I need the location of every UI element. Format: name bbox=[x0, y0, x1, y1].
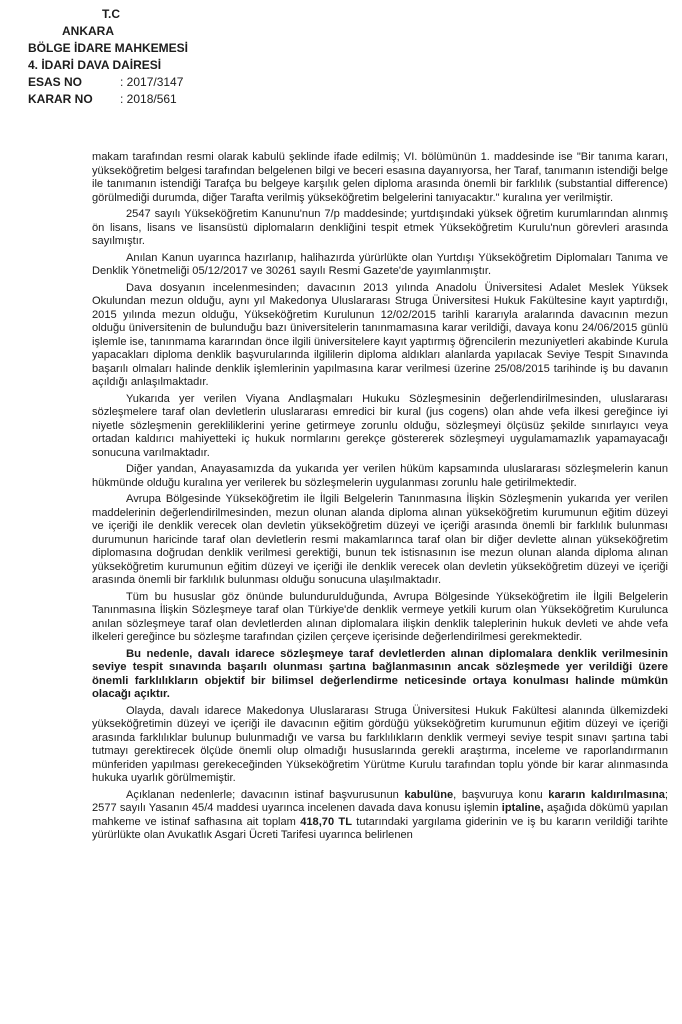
paragraph-8: Tüm bu hususlar göz önünde bulundurulduğunda, Avrupa Bölgesinde Yükseköğretim ile İlgili Belgelerin Tanınmasına İlişkin Sözleşmeye taraf olan Türkiye'de denklik vermeye yetkili kurum olan Yükseköğretim Kurulunca anılan sözleşmeye taraf olan devletlerden alınan diplomalara ilişkin denklik taleplerinin hukuk devleti ve ahde vefa ilkeleri gereğince bu sözleşme tarafından çizilen çerçeve içerisinde değerlendirilmesi gerekmektedir. bbox=[92, 590, 668, 643]
paragraph-9-conclusion: Bu nedenle, davalı idarece sözleşmeye taraf devletlerden alınan diplomalara denklik verilmesinin seviye tespit sınavında başarılı olunması şartına bağlanmasının ancak sözleşmede yer verildiği üzere önemli farklılıkların objektif bir bilimsel değerlendirme neticesinde ortaya konulması halinde mümkün olacağı açıktır. bbox=[92, 647, 668, 700]
judgment-text-e: ; 2577 sayılı Yasanın 45/4 maddesi uyarınca incelenen davada dava konusu işlemin bbox=[92, 788, 668, 814]
header-karar-row bbox=[28, 91, 188, 108]
header-city: ANKARA bbox=[62, 24, 114, 38]
karar-label: KARAR NO bbox=[28, 92, 93, 106]
karar-value: : 2018/561 bbox=[120, 92, 177, 106]
judgment-cancellation: iptaline, bbox=[501, 802, 544, 814]
header-court: BÖLGE İDARE MAHKEMESİ bbox=[28, 41, 189, 55]
judgment-annulment: kararın kaldırılmasına bbox=[548, 788, 665, 801]
judgment-text-a: Açıklanan nedenlerle; davacının istinaf başvurusunun bbox=[126, 788, 405, 801]
header-esas-row bbox=[28, 74, 188, 91]
paragraph-3: Anılan Kanun uyarınca hazırlanıp, halihazırda yürürlükte olan Yurtdışı Yükseköğretim Diplomaları Tanıma ve Denklik Yönetmeliği 05/12/2017 ve 30261 sayılı Resmi Gazete'de yayımlanmıştır. bbox=[92, 251, 668, 277]
paragraph-7: Avrupa Bölgesinde Yükseköğretim ile İlgili Belgelerin Tanınmasına İlişkin Sözleşmenin yukarıda yer verilen maddelerinin değerlendirilmesinden, mezun olunan alanda diploma alınan yükseköğretim kurumunun eğitim düzeyi ve içeriği ile denklik verecek olan devletin yükseköğretim düzeyi ve içeriği arasında önemli bir farklılık bulunması durumunun haricinde taraf olan devletlerin resmi makamlarınca taraf olan bir diğer devlette alınan yükseköğretim diplomasına doğrudan denklik verilmesi gerektiği, bunun tek istisnasının ise mezun olunan alanda diploma alınan yükseköğretim kurumunun eğitim düzeyi ve içeriği ile denklik verecek olan devletin yükseköğretim düzeyi ve içeriği arasında önemli bir farklılık bulunması olduğu sonucuna ulaşılmaktadır. bbox=[92, 493, 668, 586]
judgment-acceptance: kabulüne bbox=[404, 788, 454, 801]
paragraph-4: Dava dosyanın incelenmesinden; davacının 2013 yılında Anadolu Üniversitesi Adalet Meslek Yüksek Okulundan mezun olduğu, aynı yıl Makedonya Uluslararası Struga Üniversitesi Hukuk Fakültesine kayıt yaptırdığı, 2015 yılında mezun olduğu, Yükseköğretim Kurulunun 12/02/2015 tarihli kararıyla aralarında davacının mezun olduğu üniversitenin de bulunduğu bazı üniversitelerin tanınmamasına karar verildiği, davaya konu 24/06/2015 günlü işlemle ise, tanınmama kararından önce ilgili üniversitelere kayıt yaptırmış öğrencilerin mezuniyetleri akabinde Kurula yapacakları diploma denklik başvurularında ilgililerin diploma aldıkları alanlarda yapılacak Seviye Tespit Sınavında başarılı olmaları halinde denklik işlemlerinin yapılmasına karar verilmesi üzerine 25/08/2015 tarihinde iş bu davanın açıldığı anlaşılmaktadır. bbox=[92, 281, 668, 388]
paragraph-10: Olayda, davalı idarece Makedonya Uluslararası Struga Üniversitesi Hukuk Fakültesi alanında ülkemizdeki yükseköğretimin düzeyi ve içeriği ile davacının eğitim gördüğü yükseköğretim kurumunun eğitim düzeyi ve içeriği arasında farklılıklar bulunup bulunmadığı ve varsa bu farklılıkların denklik vermeyi seviye tespit sınavı şartına tabi tutmayı gerektirecek ölçüde önemli olup olmadığı hususlarında gerekli araştırma, inceleme ve raporlandırmanın münferiden yapılması gerekeceğinden Yükseköğretim Yürütme Kurulu tarafından toplu yönde bir karar alınmasında hukuka uyarlık görülmemiştir. bbox=[92, 704, 668, 784]
judgment-text-g: aşağıda dökümü yapılan mahkeme ve istinaf safhasına ait toplam bbox=[92, 802, 669, 828]
paragraph-2: 2547 sayılı Yükseköğretim Kanunu'nun 7/p maddesinde; yurtdışındaki yüksek öğretim kurumlarından alınmış ön lisans, lisans ve lisansüstü diplomaların denkliğini tespit etmek Yükseköğretim Kurulu'nun görevleri arasında sayılmıştır. bbox=[92, 208, 668, 247]
paragraph-11-judgment bbox=[92, 789, 668, 843]
document-body bbox=[92, 151, 668, 846]
esas-value: : 2017/3147 bbox=[120, 75, 184, 89]
paragraph-1: makam tarafından resmi olarak kabulü şeklinde ifade edilmiş; VI. bölümünün 1. maddesinde ise "Bir tanıma kararı, yükseköğretim belgesi tarafından belgelenen bilgi ve beceri esasına dayanıyorsa, her Taraf, tanımanın istendiği belge ile tanımanın istendiği Tarafça bu belgeye karşılık gelen diploma arasında önemli bir farklılık (substantial difference) görülmediği durumda, diğer Tarafta verilmiş yükseköğretim belgelerini tanıyacaktır." kuralına yer verilmiştir. bbox=[92, 151, 668, 204]
judgment-text-c: , başvuruya konu bbox=[453, 788, 549, 801]
paragraph-6: Diğer yandan, Anayasamızda da yukarıda yer verilen hüküm kapsamında uluslararası sözleşmelerin kanun hükmünde olduğu kuralına yer verilerek bu sözleşmelerin uygulanması zorunlu hale getirilmektedir. bbox=[92, 463, 668, 489]
header-tc: T.C bbox=[102, 7, 120, 21]
header-chamber: 4. İDARİ DAVA DAİRESİ bbox=[28, 58, 162, 72]
document-header bbox=[28, 6, 188, 108]
judgment-amount: 418,70 TL bbox=[300, 815, 352, 828]
esas-label: ESAS NO bbox=[28, 75, 83, 89]
paragraph-5: Yukarıda yer verilen Viyana Andlaşmaları Hukuku Sözleşmesinin değerlendirilmesinden, uluslararası sözleşmelere taraf olan devletlerin uluslararası emredici bir kural (jus cogens) olan ahde vefa ilkesi gereğince iyi niyetle sözleşmenin gerekliliklerini yerine getirmeye zorunlu olduğu, sözleşmeyi ölçüsüz şekilde sınırlayıcı veya ortadan kaldırıcı mahiyetteki iç hukuk normlarını gerekçe göstererek sözleşmeyi uygulamamazlık yapamayacağı sonucuna varılmaktadır. bbox=[92, 392, 668, 459]
judgment-text-i: tutarındaki yargılama giderinin ve iş bu kararın verildiği tarihte yürürlükte olan Avukatlık Asgari Ücreti Tarifesi uyarınca belirlenen bbox=[92, 815, 668, 841]
